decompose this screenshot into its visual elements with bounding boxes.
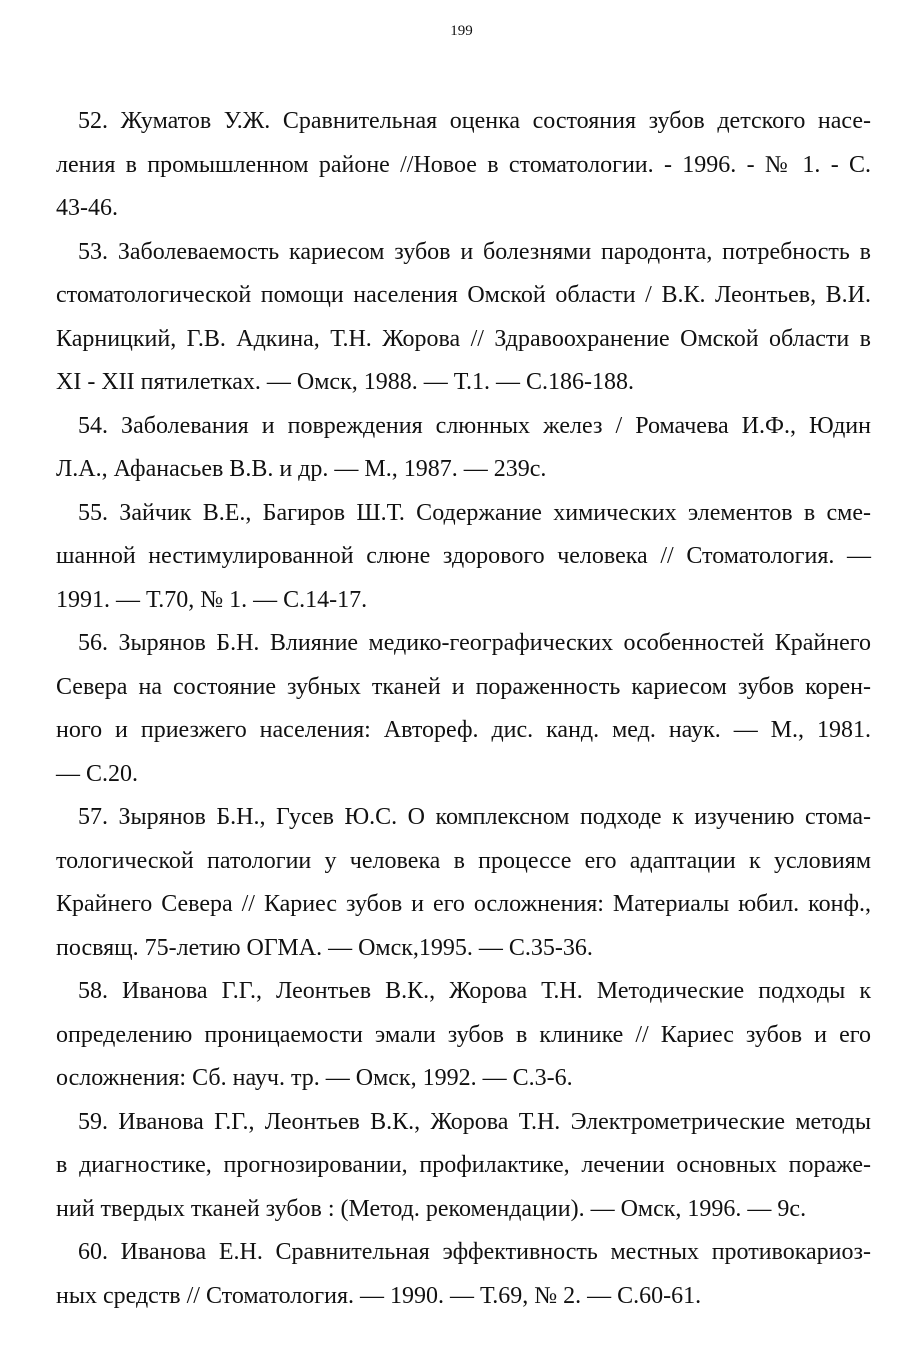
reference-item [56, 1101, 871, 1232]
reference-list [56, 100, 871, 1318]
reference-line: 56. Зырянов Б.Н. Влияние медико-географических особенностей Крайнего [78, 630, 871, 656]
reference-line: посвящ. 75-летию ОГМА. — Омск,1995. — С.35-36. [56, 934, 593, 961]
reference-item [56, 492, 871, 623]
reference-line: 60. Иванова Е.Н. Сравнительная эффективность местных противокариоз- [78, 1239, 871, 1265]
reference-line: 59. Иванова Г.Г., Леонтьев В.К., Жорова Т.Н. Электрометрические методы [78, 1108, 871, 1135]
reference-item [56, 100, 871, 231]
reference-item [56, 1231, 871, 1318]
reference-line: XI - XII пятилетках. — Омск, 1988. — Т.1. — С.186-188. [56, 369, 635, 395]
reference-line: тологической патологии у человека в процессе его адаптации к условиям [56, 847, 871, 874]
reference-line: шанной нестимулированной слюне здорового человека // Стоматология. — [56, 543, 871, 569]
page-number: 199 [450, 23, 473, 39]
reference-line: 53. Заболеваемость кариесом зубов и болезнями пародонта, потребность в [78, 238, 871, 265]
reference-line: осложнения: Сб. науч. тр. — Омск, 1992. — С.3-6. [56, 1065, 573, 1091]
reference-line: Севера на состояние зубных тканей и пораженность кариесом зубов корен- [56, 673, 871, 700]
reference-line: Крайнего Севера // Кариес зубов и его осложнения: Материалы юбил. конф., [56, 891, 871, 917]
reference-line: ний твердых тканей зубов : (Метод. рекомендации). — Омск, 1996. — 9с. [56, 1195, 807, 1222]
reference-item [56, 970, 871, 1101]
reference-line: ных средств // Стоматология. — 1990. — Т.69, № 2. — С.60-61. [56, 1282, 702, 1309]
reference-line: — С.20. [56, 760, 139, 787]
reference-item [56, 405, 871, 492]
reference-line: стоматологической помощи населения Омской области / В.К. Леонтьев, В.И. [56, 282, 871, 308]
reference-line: Л.А., Афанасьев В.В. и др. — М., 1987. — 239с. [56, 456, 547, 482]
reference-line: Карницкий, Г.В. Адкина, Т.Н. Жорова // Здравоохранение Омской области в [56, 325, 871, 352]
reference-line: ного и приезжего населения: Автореф. дис. канд. мед. наук. — М., 1981. [56, 717, 871, 743]
reference-line: 57. Зырянов Б.Н., Гусев Ю.С. О комплексном подходе к изучению стома- [78, 804, 871, 830]
reference-item [56, 231, 871, 405]
reference-line: 55. Зайчик В.Е., Багиров Ш.Т. Содержание химических элементов в сме- [78, 499, 871, 526]
reference-line: 43-46. [56, 195, 118, 221]
reference-line: 54. Заболевания и повреждения слюнных желез / Ромачева И.Ф., Юдин [78, 412, 871, 439]
reference-item [56, 622, 871, 796]
reference-line: ления в промышленном районе //Новое в стоматологии. - 1996. - № 1. - С. [56, 151, 871, 178]
reference-line: 1991. — Т.70, № 1. — С.14-17. [56, 586, 368, 613]
reference-item [56, 796, 871, 970]
reference-line: в диагностике, прогнозировании, профилактике, лечении основных пораже- [56, 1152, 871, 1178]
reference-line: 52. Жуматов У.Ж. Сравнительная оценка состояния зубов детского насе- [78, 108, 871, 134]
reference-line: определению проницаемости эмали зубов в клинике // Кариес зубов и его [56, 1021, 871, 1048]
reference-line: 58. Иванова Г.Г., Леонтьев В.К., Жорова Т.Н. Методические подходы к [78, 978, 871, 1004]
